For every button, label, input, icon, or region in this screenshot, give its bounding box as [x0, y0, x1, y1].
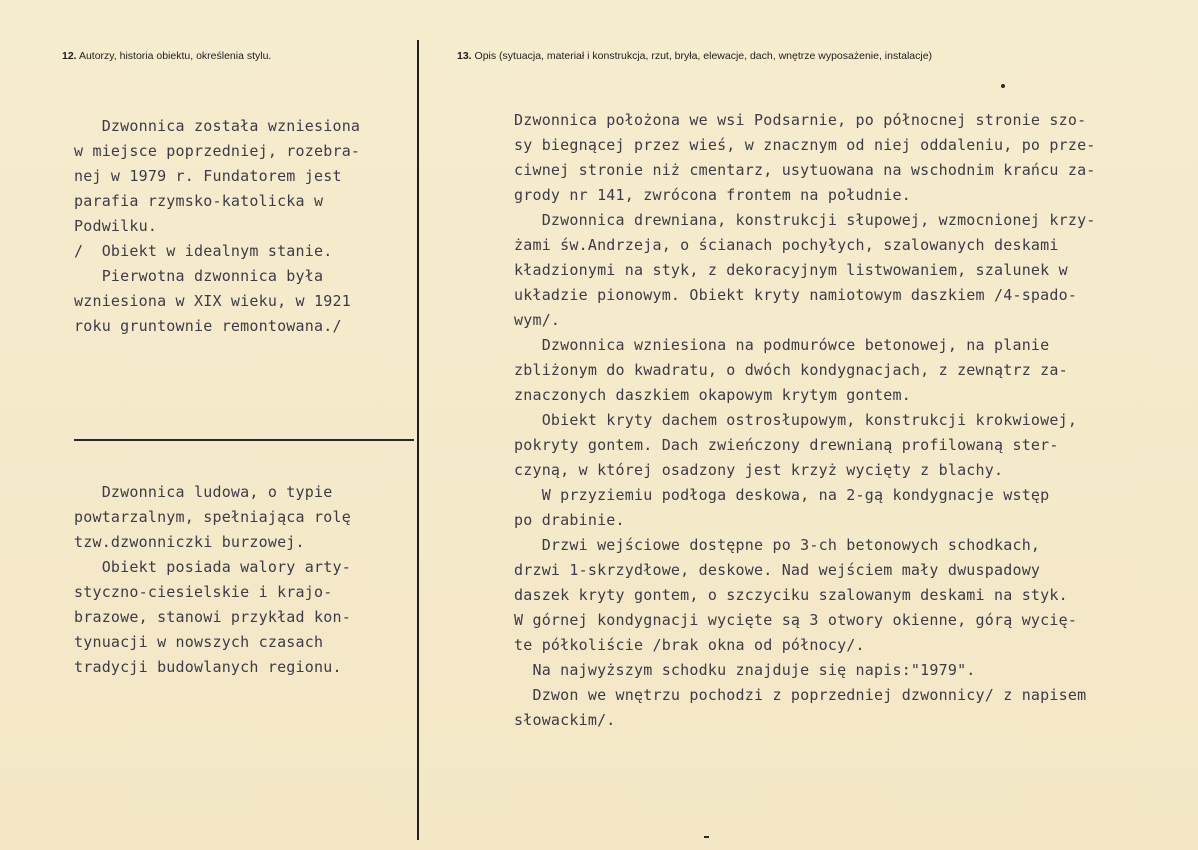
ink-dot-mark — [1001, 84, 1005, 88]
description-line: Dzwonnica położona we wsi Podsarnie, po północnej stronie szo- — [514, 111, 1087, 129]
style-text-block — [74, 480, 351, 680]
history-line: w miejsce poprzedniej, rozebra- — [74, 142, 361, 160]
description-line: daszek kryty gontem, o szczyciku szalowanym deskami na styk. — [514, 586, 1068, 604]
description-line: żami św.Andrzeja, o ścianach pochyłych, szalowanych deskami — [514, 236, 1059, 254]
description-line: Dzwon we wnętrzu pochodzi z poprzedniej dzwonnicy/ z napisem — [514, 686, 1087, 704]
description-line: W górnej kondygnacji wycięte są 3 otwory okienne, górą wycię- — [514, 611, 1078, 629]
description-line: ciwnej stronie niż cmentarz, usytuowana na wschodnim krańcu za- — [514, 161, 1096, 179]
description-line: znaczonych daszkiem okapowym krytym gontem. — [514, 386, 911, 404]
history-line: nej w 1979 r. Fundatorem jest — [74, 167, 342, 185]
description-line: W przyziemiu podłoga deskowa, na 2-gą kondygnacje wstęp — [514, 486, 1050, 504]
description-line: te półkoliście /brak okna od północy/. — [514, 636, 865, 654]
description-line: układzie pionowym. Obiekt kryty namiotowym daszkiem /4-spado- — [514, 286, 1078, 304]
style-line: Dzwonnica ludowa, o typie — [74, 483, 333, 501]
history-line: roku gruntownie remontowana./ — [74, 317, 342, 335]
description-line: czyną, w której osadzony jest krzyż wycięty z blachy. — [514, 461, 1004, 479]
history-line: parafia rzymsko-katolicka w — [74, 192, 324, 210]
history-line: Dzwonnica została wzniesiona — [74, 117, 361, 135]
description-line: Dzwonnica drewniana, konstrukcji słupowej, wzmocnionej krzy- — [514, 211, 1096, 229]
description-line: Drzwi wejściowe dostępne po 3-ch betonowych schodkach, — [514, 536, 1041, 554]
style-line: styczno-ciesielskie i krajo- — [74, 583, 333, 601]
style-line: tradycji budowlanych regionu. — [74, 658, 342, 676]
description-line: pokryty gontem. Dach zwieńczony drewnianą profilowaną ster- — [514, 436, 1059, 454]
style-line: Obiekt posiada walory arty- — [74, 558, 351, 576]
style-line: powtarzalnym, spełniająca rolę — [74, 508, 351, 526]
description-line: grody nr 141, zwrócona frontem na południe. — [514, 186, 911, 204]
description-line: Na najwyższym schodku znajduje się napis:"1979". — [514, 661, 976, 679]
description-line: Dzwonnica wzniesiona na podmurówce betonowej, na planie — [514, 336, 1050, 354]
section-13-title: Opis (sytuacja, materiał i konstrukcja, rzut, bryła, elewacje, dach, wnętrze wyposażenie, instalacje) — [474, 50, 933, 62]
column-divider — [417, 40, 419, 840]
horizontal-rule — [74, 439, 414, 441]
description-text-block — [514, 108, 1096, 733]
description-line: po drabinie. — [514, 511, 625, 529]
section-13-header — [457, 50, 932, 62]
description-line: zbliżonym do kwadratu, o dwóch kondygnacjach, z zewnątrz za- — [514, 361, 1068, 379]
description-line: kładzionymi na styk, z dekoracyjnym listwowaniem, szalunek w — [514, 261, 1068, 279]
history-line: / Obiekt w idealnym stanie. — [74, 242, 333, 260]
section-13-number: 13. — [457, 50, 472, 62]
style-line: tzw.dzwonniczki burzowej. — [74, 533, 305, 551]
section-12-number: 12. — [62, 50, 77, 62]
section-12-title: Autorzy, historia obiektu, określenia stylu. — [78, 50, 272, 62]
style-line: tynuacji w nowszych czasach — [74, 633, 324, 651]
section-12-header — [62, 50, 271, 62]
history-text-block — [74, 114, 360, 339]
description-line: słowackim/. — [514, 711, 616, 729]
style-line: brazowe, stanowi przykład kon- — [74, 608, 351, 626]
history-line: Pierwotna dzwonnica była — [74, 267, 324, 285]
description-line: Obiekt kryty dachem ostrosłupowym, konstrukcji krokwiowej, — [514, 411, 1078, 429]
description-line: sy biegnącej przez wieś, w znacznym od niej oddaleniu, po prze- — [514, 136, 1096, 154]
description-line: wym/. — [514, 311, 561, 329]
description-line: drzwi 1-skrzydłowe, deskowe. Nad wejściem mały dwuspadowy — [514, 561, 1041, 579]
history-line: Podwilku. — [74, 217, 158, 235]
history-line: wzniesiona w XIX wieku, w 1921 — [74, 292, 351, 310]
ink-tick-mark — [704, 836, 709, 838]
